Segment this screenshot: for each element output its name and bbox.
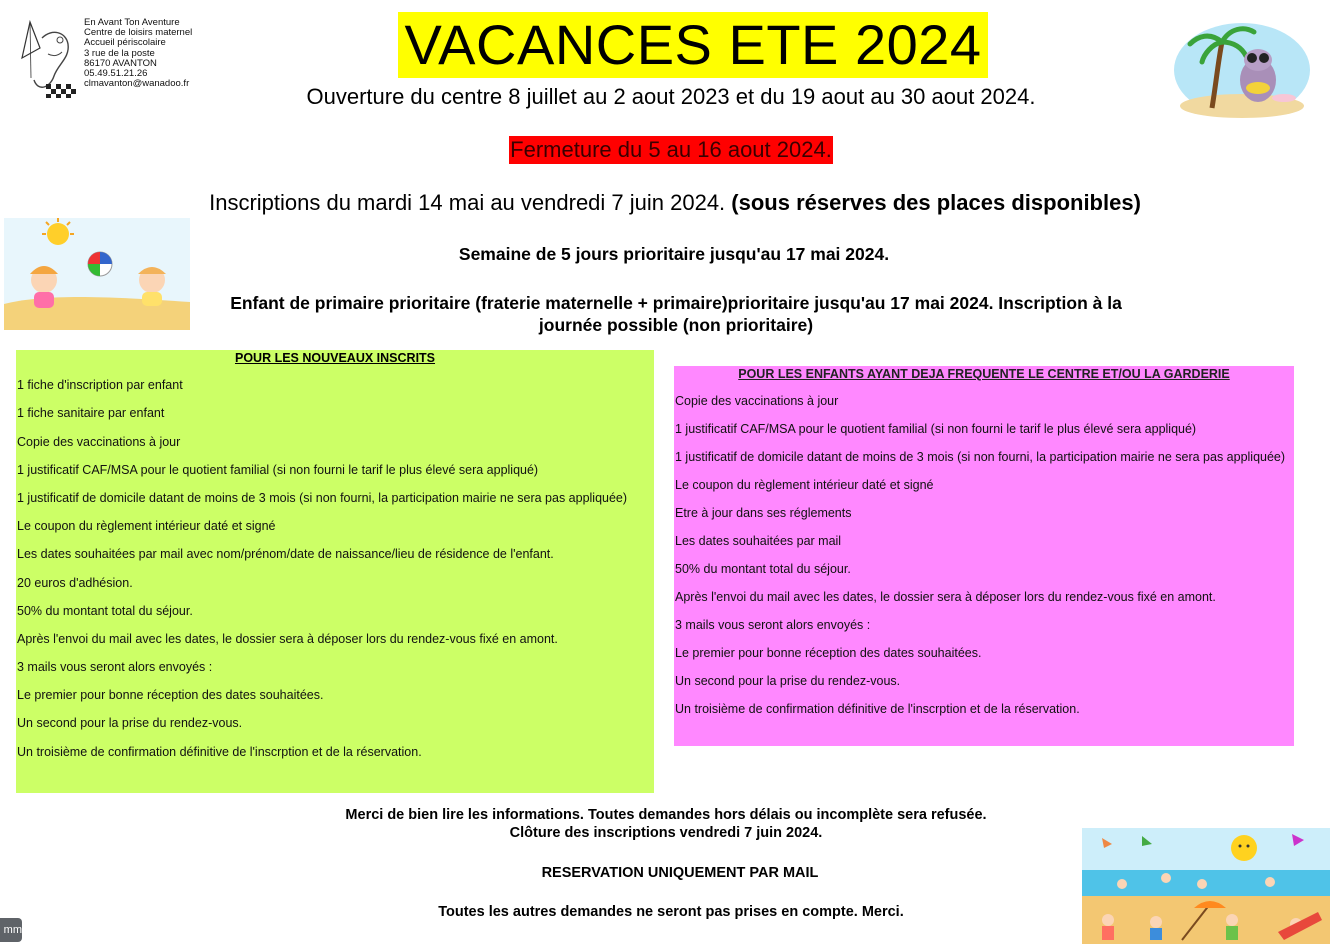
five-day-priority: Semaine de 5 jours prioritaire jusqu'au 17 mai 2024. <box>458 244 890 264</box>
new-registrants-box <box>16 350 654 793</box>
returning-children-list <box>674 394 1294 717</box>
primary-priority <box>186 292 1166 336</box>
org-subtitle: Centre de loisirs maternel <box>84 27 193 39</box>
list-item: 1 justificatif CAF/MSA pour le quotient familial (si non fourni le tarif le plus élevé sera appliqué) <box>675 422 1197 436</box>
org-street: 3 rue de la poste <box>84 47 155 59</box>
list-item: Copie des vaccinations à jour <box>675 394 839 408</box>
list-item: 20 euros d'adhésion. <box>17 575 133 590</box>
org-phone: 05.49.51.21.26 <box>84 68 148 80</box>
closing-container <box>0 136 1342 164</box>
org-city: 86170 AVANTON <box>84 57 157 69</box>
org-service: Accueil périscolaire <box>84 37 166 49</box>
list-item: Un troisième de confirmation définitive de l'inscrption et de la réservation. <box>675 702 1080 716</box>
list-item: Le coupon du règlement intérieur daté et signé <box>17 519 276 534</box>
list-item: 3 mails vous seront alors envoyés : <box>675 618 871 632</box>
list-item: Un second pour la prise du rendez-vous. <box>675 674 901 688</box>
list-item: 1 justificatif CAF/MSA pour le quotient familial (si non fourni le tarif le plus élevé sera appliqué) <box>17 462 539 477</box>
notice-line2: Clôture des inscriptions vendredi 7 juin 2024. <box>509 825 823 841</box>
opening-dates: Ouverture du centre 8 juillet au 2 aout 2023 et du 19 aout au 30 aout 2024. <box>306 84 1036 109</box>
list-item: 1 fiche sanitaire par enfant <box>17 406 165 421</box>
list-item: Un second pour la prise du rendez-vous. <box>17 716 243 731</box>
primary-priority-line1: Enfant de primaire prioritaire (fraterie maternelle + primaire)prioritaire jusqu'au 17 mai 2024. Inscription à la <box>230 293 1122 313</box>
primary-priority-line2: journée possible (non prioritaire) <box>538 315 814 335</box>
closing-dates: Fermeture du 5 au 16 aout 2024. <box>510 137 832 162</box>
org-email: clmavanton@wanadoo.fr <box>84 78 190 90</box>
corner-tab[interactable]: mm <box>0 918 22 942</box>
list-item: Le premier pour bonne réception des dates souhaitées. <box>675 646 982 660</box>
list-item: Les dates souhaitées par mail <box>675 534 842 548</box>
list-item: Copie des vaccinations à jour <box>17 434 181 449</box>
list-item: 50% du montant total du séjour. <box>675 562 851 576</box>
list-item: Le premier pour bonne réception des dates souhaitées. <box>17 688 324 703</box>
list-item: 1 fiche d'inscription par enfant <box>17 378 183 393</box>
org-name: En Avant Ton Aventure <box>84 17 180 28</box>
page-title: VACANCES ETE 2024 <box>398 12 988 78</box>
list-item: Après l'envoi du mail avec les dates, le dossier sera à déposer lors du rendez-vous fixé en amont. <box>17 631 558 646</box>
list-item: 1 justificatif de domicile datant de moins de 3 mois (si non fourni, la participation mairie ne sera pas appliquée) <box>675 450 1286 464</box>
returning-children-heading: POUR LES ENFANTS AYANT DEJA FREQUENTE LE CENTRE ET/OU LA GARDERIE <box>738 367 1230 381</box>
returning-children-box <box>674 366 1294 746</box>
new-registrants-list <box>16 378 654 759</box>
organization-address <box>84 18 192 89</box>
list-item: 50% du montant total du séjour. <box>17 603 193 618</box>
other-requests-notice: Toutes les autres demandes ne seront pas prises en compte. Merci. <box>438 904 904 920</box>
list-item: 1 justificatif de domicile datant de moins de 3 mois (si non fourni, la participation mairie ne sera pas appliquée) <box>17 490 628 505</box>
list-item: 3 mails vous seront alors envoyés : <box>17 660 213 675</box>
list-item: Un troisième de confirmation définitive de l'inscrption et de la réservation. <box>17 744 422 759</box>
notice-line1: Merci de bien lire les informations. Toutes demandes hors délais ou incomplète sera refusée. <box>345 807 987 823</box>
registration-reserve: (sous réserves des places disponibles) <box>725 190 1141 215</box>
beach-scene-image <box>1082 828 1330 944</box>
list-item: Les dates souhaitées par mail avec nom/prénom/date de naissance/lieu de résidence de l'enfant. <box>17 547 554 562</box>
kids-beach-ball-image <box>4 218 190 330</box>
reservation-mail-only: RESERVATION UNIQUEMENT PAR MAIL <box>541 865 819 881</box>
registration-dates: Inscriptions du mardi 14 mai au vendredi 7 juin 2024. <box>209 190 726 215</box>
new-registrants-heading: POUR LES NOUVEAUX INSCRITS <box>234 351 436 365</box>
list-item: Après l'envoi du mail avec les dates, le dossier sera à déposer lors du rendez-vous fixé en amont. <box>675 590 1216 604</box>
list-item: Etre à jour dans ses réglements <box>675 506 852 520</box>
registration-period <box>150 190 1200 216</box>
list-item: Le coupon du règlement intérieur daté et signé <box>675 478 934 492</box>
